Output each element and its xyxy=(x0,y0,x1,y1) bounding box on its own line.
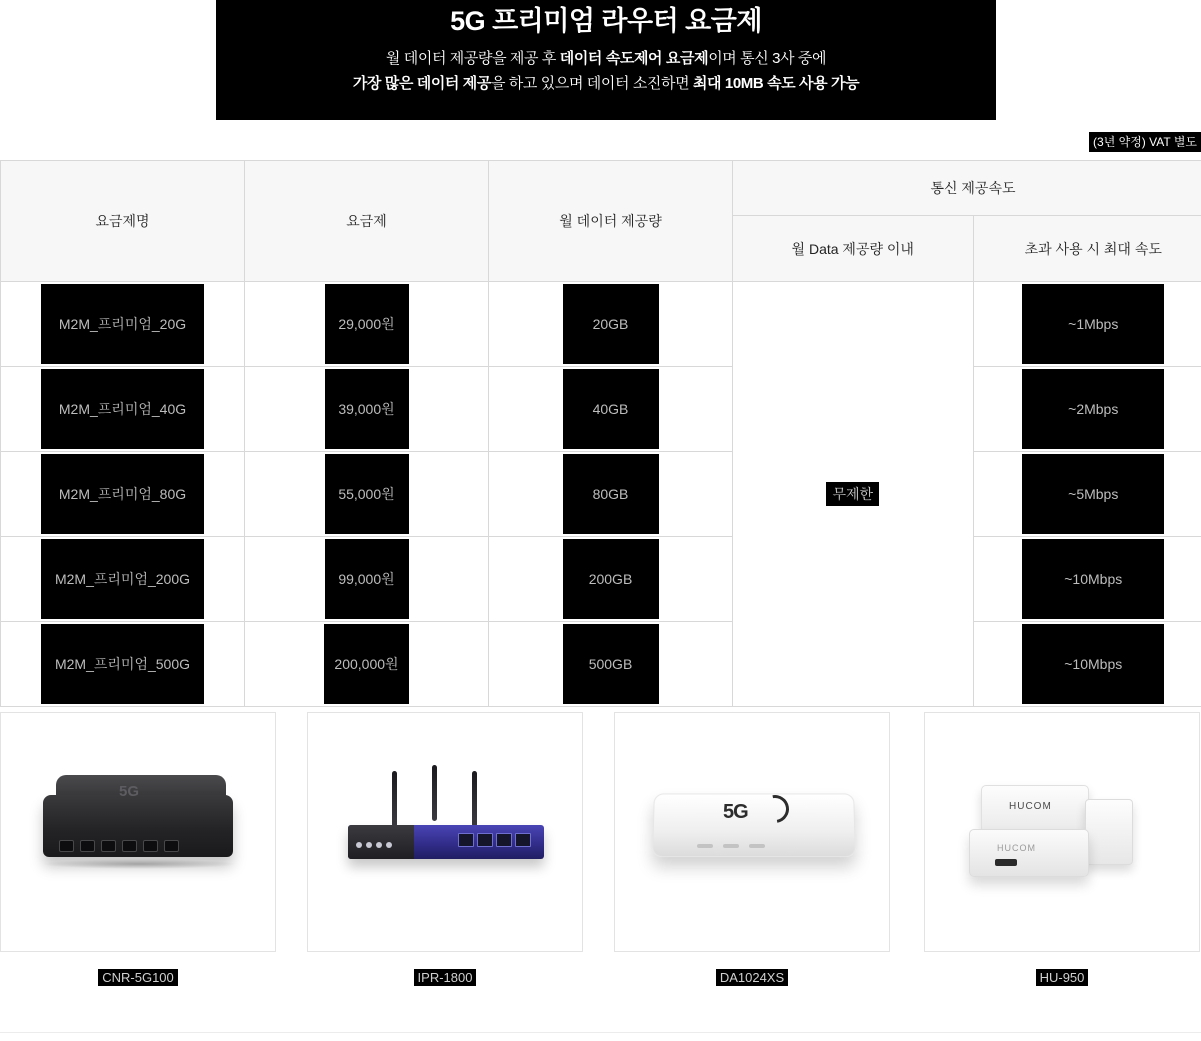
header-monthly-data: 월 데이터 제공량 xyxy=(489,161,733,282)
cell-plan-name xyxy=(1,452,245,537)
cell-price xyxy=(245,367,489,452)
plan-name-value: M2M_프리미엄_200G xyxy=(41,539,204,619)
router-white-icon xyxy=(615,713,889,951)
speed-within-value: 무제한 xyxy=(826,482,879,506)
device-brand-mark-secondary: HUCOM xyxy=(997,843,1036,853)
rate-plan-table xyxy=(0,160,1201,707)
modem-module-icon xyxy=(925,713,1199,951)
plan-data-value: 40GB xyxy=(563,369,659,449)
table-row xyxy=(1,367,1201,452)
hero-sub-line1-part3: 이며 통신 3사 중에 xyxy=(708,50,827,67)
hero-sub-line2-highlight1: 가장 많은 데이터 제공 xyxy=(352,75,491,92)
device-card-cnr-5g100[interactable] xyxy=(0,712,276,985)
table-row xyxy=(1,537,1201,622)
header-speed-within: 월 Data 제공량 이내 xyxy=(733,216,974,282)
header-price: 요금제 xyxy=(245,161,489,282)
plan-data-value: 80GB xyxy=(563,454,659,534)
speed-over-value: ~1Mbps xyxy=(1022,284,1164,364)
device-caption xyxy=(0,970,276,985)
vat-note: (3년 약정) VAT 별도 xyxy=(1089,132,1201,152)
device-brand-mark: HUCOM xyxy=(1009,801,1052,812)
plan-name-value: M2M_프리미엄_500G xyxy=(41,624,204,704)
cell-data xyxy=(489,282,733,367)
plan-name-value: M2M_프리미엄_20G xyxy=(41,284,204,364)
hero-sub-line1-part1: 월 데이터 제공량을 제공 후 xyxy=(385,50,560,67)
speed-over-value: ~10Mbps xyxy=(1022,539,1164,619)
device-caption-text: HU-950 xyxy=(1036,969,1089,986)
footer-divider xyxy=(0,1032,1201,1033)
speed-over-value: ~5Mbps xyxy=(1022,454,1164,534)
cell-speed-over xyxy=(973,367,1201,452)
speed-over-value: ~10Mbps xyxy=(1022,624,1164,704)
plan-price-value: 55,000원 xyxy=(325,454,409,534)
cell-speed-over xyxy=(973,537,1201,622)
hero-subtitle xyxy=(216,46,996,96)
plan-data-value: 20GB xyxy=(563,284,659,364)
plan-data-value: 200GB xyxy=(563,539,659,619)
device-image-frame xyxy=(614,712,890,952)
table-header-row-1 xyxy=(1,161,1201,216)
hero-sub-line2-part2: 을 하고 있으며 데이터 소진하면 xyxy=(490,75,693,92)
cell-data xyxy=(489,452,733,537)
cell-plan-name xyxy=(1,622,245,707)
table-row xyxy=(1,452,1201,537)
device-caption-text: DA1024XS xyxy=(716,969,788,986)
device-caption xyxy=(307,970,583,985)
device-brand-mark: 5G xyxy=(723,801,748,823)
device-brand-mark: 5G xyxy=(119,783,140,800)
hero-sub-line2-highlight2: 최대 10MB 속도 사용 가능 xyxy=(692,75,860,92)
plan-price-value: 99,000원 xyxy=(325,539,409,619)
header-speed-over: 초과 사용 시 최대 속도 xyxy=(973,216,1201,282)
cell-plan-name xyxy=(1,282,245,367)
cell-plan-name xyxy=(1,367,245,452)
device-caption-text: IPR-1800 xyxy=(414,969,477,986)
header-speed-group: 통신 제공속도 xyxy=(733,161,1201,216)
cell-price xyxy=(245,452,489,537)
plan-price-value: 39,000원 xyxy=(325,369,409,449)
plan-data-value: 500GB xyxy=(563,624,659,704)
cell-speed-over xyxy=(973,452,1201,537)
table-head xyxy=(1,161,1201,282)
device-image-frame xyxy=(0,712,276,952)
router-black-icon xyxy=(1,713,275,951)
table-body xyxy=(1,282,1201,707)
device-card-ipr-1800[interactable] xyxy=(307,712,583,985)
cell-speed-within xyxy=(733,282,974,707)
cell-speed-over xyxy=(973,282,1201,367)
table-row xyxy=(1,622,1201,707)
page-title: 5G 프리미엄 라우터 요금제 xyxy=(450,6,762,36)
cell-data xyxy=(489,622,733,707)
plan-price-value: 200,000원 xyxy=(324,624,408,704)
plan-name-value: M2M_프리미엄_80G xyxy=(41,454,204,534)
device-caption xyxy=(924,970,1200,985)
plan-price-value: 29,000원 xyxy=(325,284,409,364)
device-caption-text: CNR-5G100 xyxy=(98,969,178,986)
cell-plan-name xyxy=(1,537,245,622)
table-row xyxy=(1,282,1201,367)
header-plan-name: 요금제명 xyxy=(1,161,245,282)
cell-speed-over xyxy=(973,622,1201,707)
device-caption xyxy=(614,970,890,985)
device-image-frame xyxy=(307,712,583,952)
cell-price xyxy=(245,282,489,367)
device-gallery xyxy=(0,712,1201,1012)
device-image-frame xyxy=(924,712,1200,952)
hero-banner xyxy=(216,0,996,120)
hero-sub-line1-highlight: 데이터 속도제어 요금제 xyxy=(559,50,709,67)
device-card-da1024xs[interactable] xyxy=(614,712,890,985)
plan-name-value: M2M_프리미엄_40G xyxy=(41,369,204,449)
cell-data xyxy=(489,537,733,622)
router-antenna-icon xyxy=(308,713,582,951)
speed-over-value: ~2Mbps xyxy=(1022,369,1164,449)
cell-price xyxy=(245,622,489,707)
cell-price xyxy=(245,537,489,622)
cell-data xyxy=(489,367,733,452)
device-card-hu-950[interactable] xyxy=(924,712,1200,985)
